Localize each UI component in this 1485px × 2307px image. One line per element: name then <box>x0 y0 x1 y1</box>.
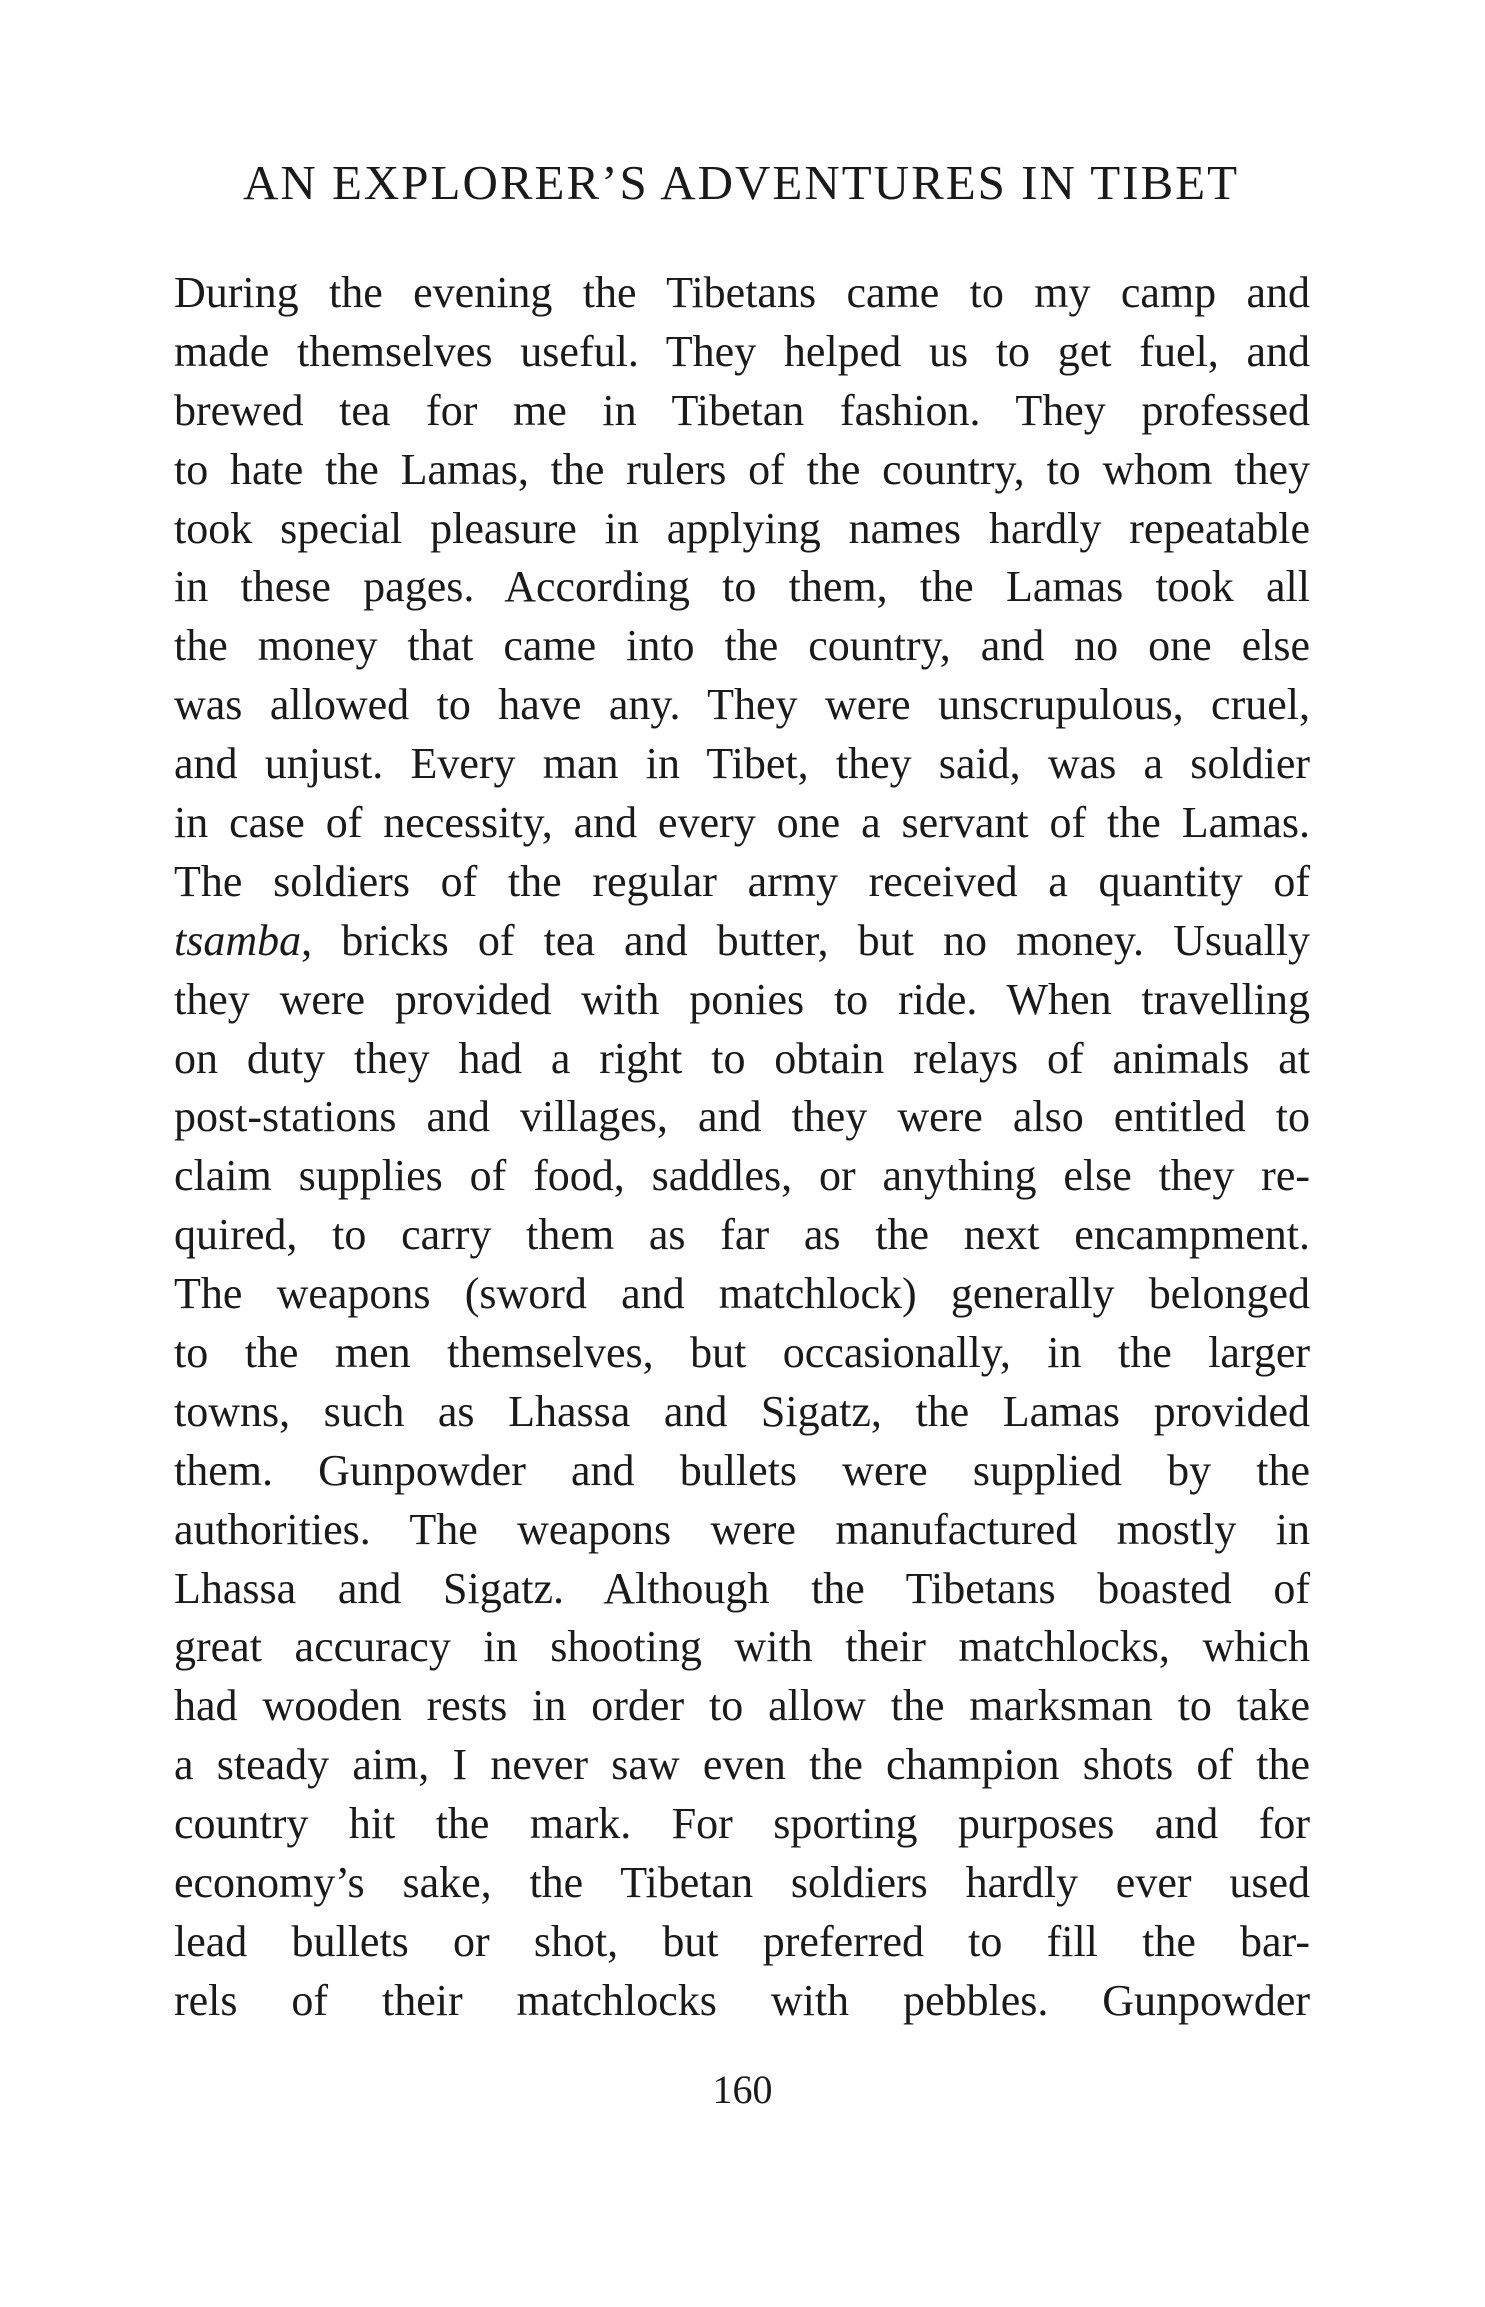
text-line: rels of their matchlocks with pebbles. Gunpowder <box>174 1975 1310 2025</box>
text-line: post-stations and villages, and they were also entitled to <box>174 1092 1310 1142</box>
text-line: The weapons (sword and matchlock) generally belonged <box>174 1269 1310 1319</box>
body-text <box>174 264 1310 2031</box>
text-line: claim supplies of food, saddles, or anything else they re- <box>174 1151 1310 1201</box>
text-line: great accuracy in shooting with their matchlocks, which <box>174 1622 1310 1672</box>
text-line: a steady aim, I never saw even the champion shots of the <box>174 1740 1310 1790</box>
text-line: made themselves useful. They helped us to get fuel, and <box>174 326 1310 376</box>
text-line: the money that came into the country, and no one else <box>174 621 1310 671</box>
text-line: country hit the mark. For sporting purposes and for <box>174 1799 1310 1849</box>
text-line: lead bullets or shot, but preferred to fill the bar- <box>174 1916 1310 1966</box>
text-line: economy’s sake, the Tibetan soldiers hardly ever used <box>174 1858 1310 1908</box>
text-line: brewed tea for me in Tibetan fashion. They professed <box>174 385 1310 435</box>
text-line: in these pages. According to them, the Lamas took all <box>174 562 1310 612</box>
text-line: took special pleasure in applying names hardly repeatable <box>174 503 1310 553</box>
text-line: quired, to carry them as far as the next encampment. <box>174 1210 1310 1260</box>
text-line: in case of necessity, and every one a servant of the Lamas. <box>174 798 1310 848</box>
text-line: The soldiers of the regular army received a quantity of <box>174 856 1310 906</box>
text-line: on duty they had a right to obtain relays of animals at <box>174 1033 1310 1083</box>
text-line: and unjust. Every man in Tibet, they said, was a soldier <box>174 739 1310 789</box>
text-line: authorities. The weapons were manufactured mostly in <box>174 1504 1310 1554</box>
text-line: had wooden rests in order to allow the marksman to take <box>174 1681 1310 1731</box>
text-line: to the men themselves, but occasionally, in the larger <box>174 1328 1310 1378</box>
text-line-remainder: , bricks of tea and butter, but no money. Usually <box>301 915 1310 965</box>
text-line: towns, such as Lhassa and Sigatz, the Lamas provided <box>174 1386 1310 1436</box>
italic-term: tsamba <box>174 915 302 965</box>
text-line: they were provided with ponies to ride. When travelling <box>174 974 1310 1024</box>
text-line: was allowed to have any. They were unscrupulous, cruel, <box>174 680 1310 730</box>
text-line-with-italic <box>174 912 1310 971</box>
text-line: Lhassa and Sigatz. Although the Tibetans boasted of <box>174 1563 1310 1613</box>
page-number: 160 <box>712 2067 773 2112</box>
text-line: to hate the Lamas, the rulers of the country, to whom they <box>174 444 1310 494</box>
running-head: AN EXPLORER’S ADVENTURES IN TIBET <box>242 155 1240 210</box>
text-line: During the evening the Tibetans came to my camp and <box>174 268 1310 317</box>
text-line: them. Gunpowder and bullets were supplied by the <box>174 1445 1310 1495</box>
